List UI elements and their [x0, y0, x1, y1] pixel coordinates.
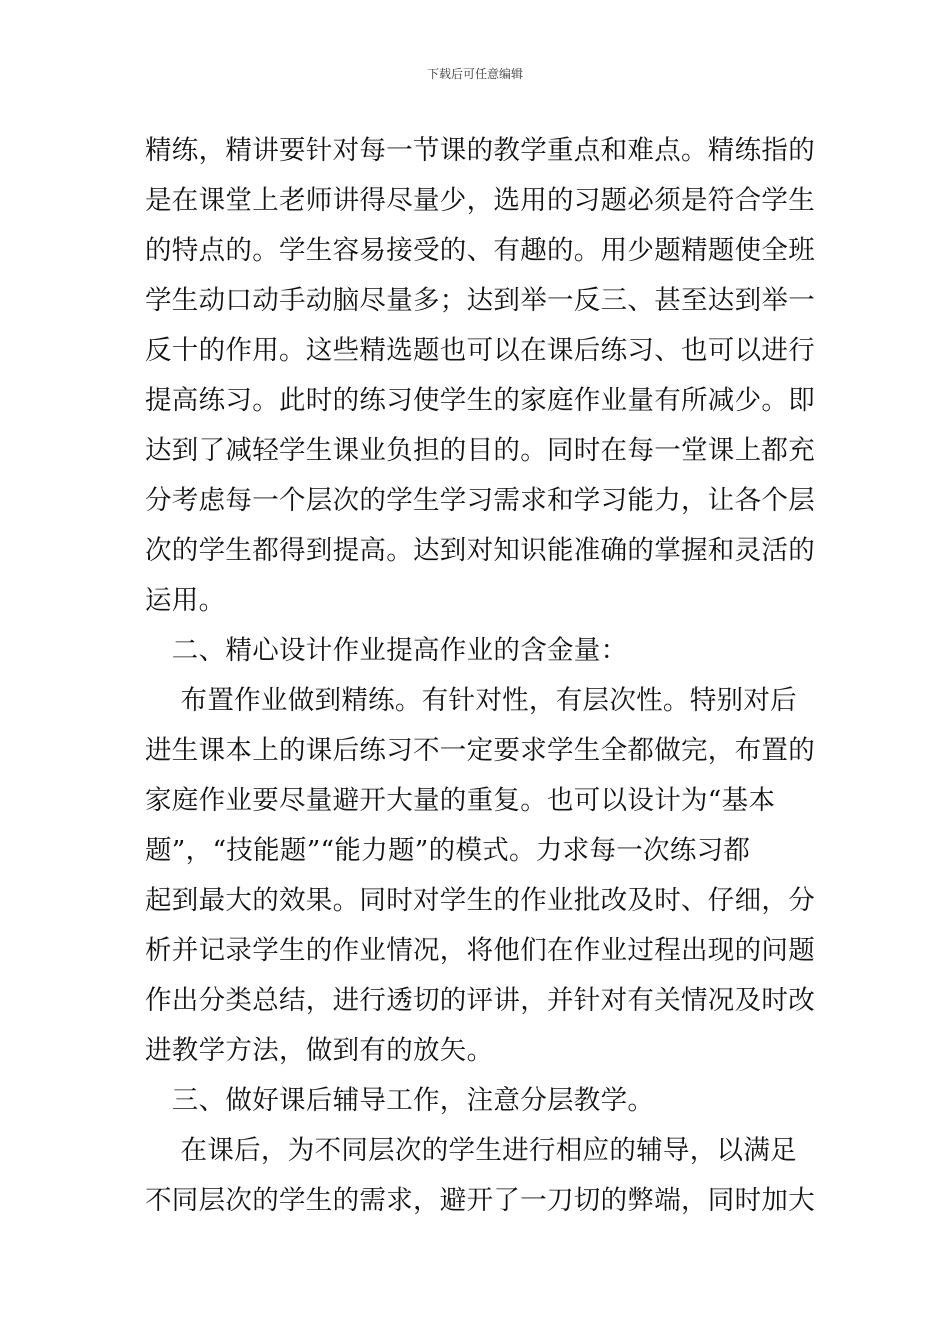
text-line: 家庭作业要尽量避开大量的重复。也可以设计为“基本 — [145, 785, 776, 816]
document-body — [145, 126, 815, 1226]
text-line: 进生课本上的课后练习不一定要求学生全都做完，布置的 — [145, 735, 815, 766]
text-line: 在课后，为不同层次的学生进行相应的辅导，以满足 — [145, 1135, 797, 1166]
section-heading: 二、精心设计作业提高作业的含金量： — [145, 635, 628, 666]
text-line: 次的学生都得到提高。达到对知识能准确的掌握和灵活的 — [145, 535, 815, 566]
text-line: 析并记录学生的作业情况，将他们在作业过程出现的问题 — [145, 935, 815, 966]
page-header: 下载后可任意编辑 — [426, 67, 523, 81]
text-line: 题”，“技能题”“能力题”的模式。力求每一次练习都 — [145, 835, 751, 866]
text-line: 不同层次的学生的需求，避开了一刀切的弊端，同时加大 — [145, 1185, 815, 1216]
text-line: 提高练习。此时的练习使学生的家庭作业量有所减少。即 — [145, 385, 815, 416]
text-line: 作出分类总结，进行透切的评讲，并针对有关情况及时改 — [145, 985, 815, 1016]
text-line: 布置作业做到精练。有针对性，有层次性。特别对后 — [145, 685, 797, 716]
text-line: 是在课堂上老师讲得尽量少，选用的习题必须是符合学生 — [145, 185, 815, 216]
text-line: 达到了减轻学生课业负担的目的。同时在每一堂课上都充 — [145, 435, 815, 466]
section-heading: 三、做好课后辅导工作，注意分层教学。 — [145, 1085, 655, 1116]
text-line: 学生动口动手动脑尽量多；达到举一反三、甚至达到举一 — [145, 285, 815, 316]
text-line: 反十的作用。这些精选题也可以在课后练习、也可以进行 — [145, 335, 815, 366]
text-line: 进教学方法，做到有的放矢。 — [145, 1035, 494, 1066]
text-line: 精练，精讲要针对每一节课的教学重点和难点。精练指的 — [145, 135, 815, 166]
text-line: 的特点的。学生容易接受的、有趣的。用少题精题使全班 — [145, 235, 815, 266]
text-line: 运用。 — [145, 585, 226, 616]
text-line: 起到最大的效果。同时对学生的作业批改及时、仔细，分 — [145, 885, 815, 916]
text-line: 分考虑每一个层次的学生学习需求和学习能力，让各个层 — [145, 485, 815, 516]
